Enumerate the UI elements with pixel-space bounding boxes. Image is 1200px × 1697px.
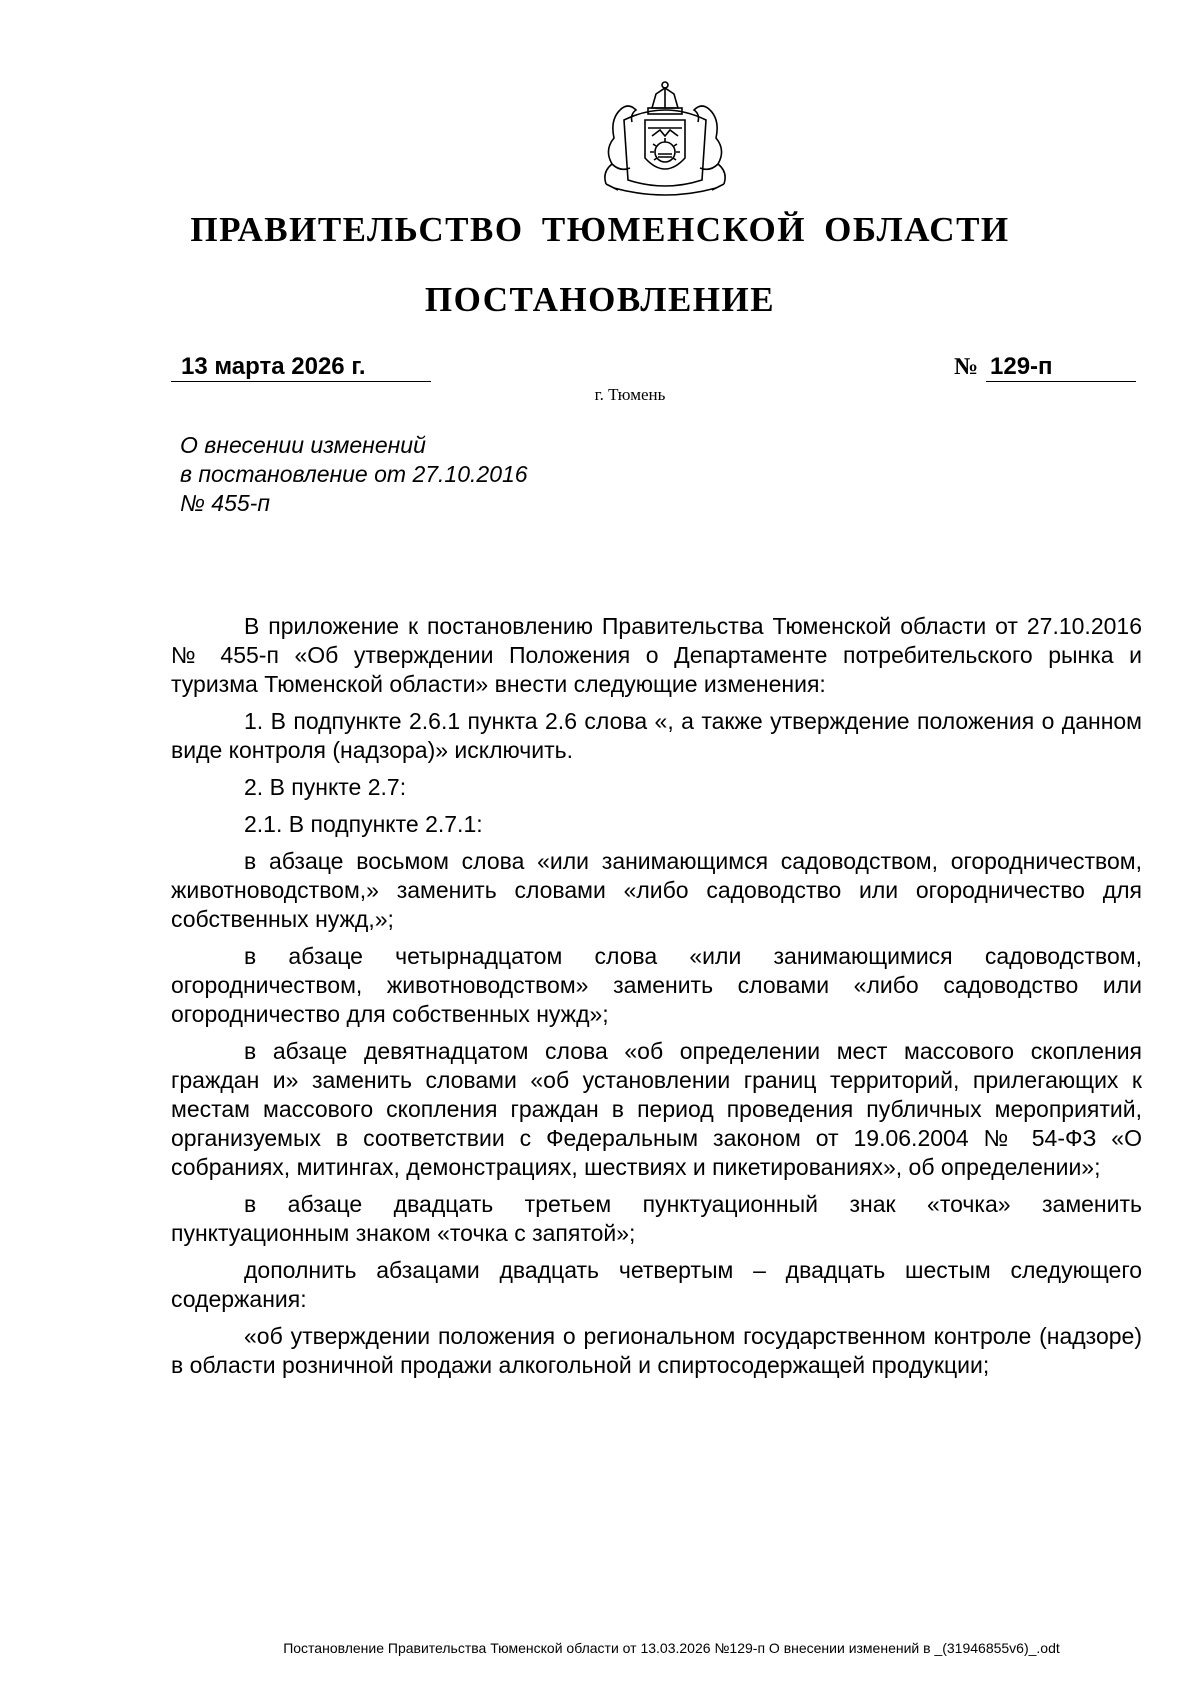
document-subject	[180, 431, 700, 518]
body-paragraph: 1. В подпункте 2.6.1 пункта 2.6 слова «, а также утверждение положения о данном виде контроля (надзора)» исключить.	[171, 708, 1142, 763]
body-paragraph: в абзаце двадцать третьем пунктуационный знак «точка» заменить пунктуационным знаком «точка с запятой»;	[171, 1191, 1142, 1246]
document-date: 13 марта 2026 г.	[171, 352, 431, 382]
body-paragraph: «об утверждении положения о региональном государственном контроле (надзоре) в области розничной продажи алкогольной и спиртосодержащей продукции;	[171, 1323, 1142, 1378]
page-footer: Постановление Правительства Тюменской области от 13.03.2026 №129-п О внесении изменений в _(31946855v6)_.odt	[283, 1640, 1060, 1656]
coat-of-arms-emblem	[590, 80, 740, 198]
body-paragraph: В приложение к постановлению Правительства Тюменской области от 27.10.2016 № 455-п «Об утверждении Положения о Департаменте потребительского рынка и туризма Тюменской области» внести следующие изменения:	[171, 613, 1142, 697]
body-paragraph: дополнить абзацами двадцать четвертым – двадцать шестым следующего содержания:	[171, 1257, 1142, 1312]
document-body	[171, 612, 1142, 1388]
body-paragraph: в абзаце восьмом слова «или занимающимся садоводством, огородничеством, животноводством,» заменить словами «либо садоводство или огородничество для собственных нужд,»;	[171, 848, 1142, 932]
body-paragraph: 2.1. В подпункте 2.7.1:	[244, 811, 483, 837]
body-paragraph: 2. В пункте 2.7:	[244, 774, 407, 800]
subject-line: в постановление от 27.10.2016	[180, 461, 528, 487]
subject-line: № 455-п	[180, 490, 270, 516]
document-type-title: ПОСТАНОВЛЕНИЕ	[424, 280, 776, 319]
body-paragraph: в абзаце четырнадцатом слова «или занимающимися садоводством, огородничеством, животноводством» заменить словами «либо садоводство или огородничество для собственных нужд»;	[171, 943, 1142, 1027]
number-label: №	[954, 354, 979, 380]
city-label: г. Тюмень	[594, 385, 666, 404]
body-paragraph: в абзаце девятнадцатом слова «об определении мест массового скопления граждан и» заменить словами «об установлении границ территорий, прилегающих к местам массового скопления граждан в период проведения публичных мероприятий, организуемых в соответствии с Федеральным законом от 19.06.2004 № 54-ФЗ «О собраниях, митингах, демонстрациях, шествиях и пикетированиях», об определении»;	[171, 1038, 1142, 1180]
organization-title: ПРАВИТЕЛЬСТВО ТЮМЕНСКОЙ ОБЛАСТИ	[190, 210, 1010, 249]
subject-line: О внесении изменений	[180, 432, 426, 458]
document-number: 129-п	[986, 352, 1136, 382]
